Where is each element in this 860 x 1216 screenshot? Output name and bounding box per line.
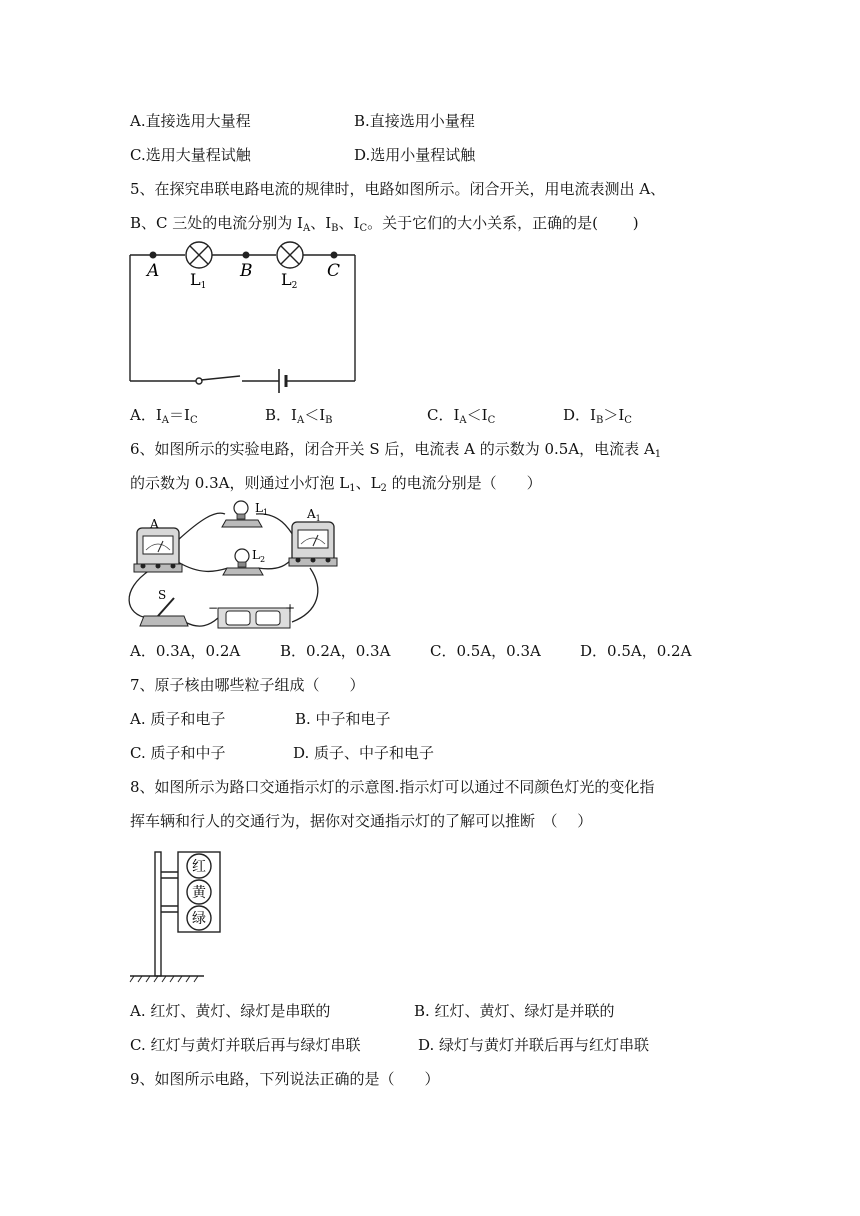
q4-option-b: B.直接选用小量程	[354, 112, 475, 130]
q4-option-a: A.直接选用大量程	[130, 112, 251, 130]
ammeter-a-label: A	[150, 517, 159, 531]
ammeter-a1-label: $A_1$	[307, 507, 321, 523]
lamp-l2-label: L2	[281, 270, 298, 291]
bulb-l1-label: $L_1$	[255, 501, 269, 517]
q6-option-c: C．0.5A，0.3A	[430, 642, 541, 660]
q4-option-d: D.选用小量程试触	[354, 146, 476, 164]
q4-option-c: C.选用大量程试触	[130, 146, 251, 164]
q6-stem-line1: 6、如图所示的实验电路，闭合开关 S 后，电流表 A 的示数为 0.5A，电流表 $A_1$	[130, 440, 662, 460]
q8-option-c: C. 红灯与黄灯并联后再与绿灯串联	[130, 1036, 361, 1054]
battery-minus-label: −	[208, 601, 219, 615]
q5-option-c: C．$I_A<I_C$	[427, 406, 496, 426]
q7-option-b: B. 中子和电子	[295, 710, 391, 728]
point-c-label: C	[327, 261, 341, 281]
q6-option-d: D．0.5A，0.2A	[580, 642, 692, 660]
green-light-label: 绿	[192, 911, 206, 927]
switch-s-label: S	[158, 588, 167, 602]
point-a-label: A	[147, 261, 160, 281]
q6-stem-line2: 的示数为 0.3A，则通过小灯泡 $L_1$、$L_2$ 的电流分别是（ ）	[130, 474, 542, 494]
q5-stem-line1: 5、在探究串联电路电流的规律时，电路如图所示。闭合开关，用电流表测出 A、	[130, 180, 666, 198]
q5-stem-line2: B、C 三处的电流分别为 $I_A$、$I_B$、$I_C$。关于它们的大小关系，正确的是( )	[130, 214, 639, 234]
q9-stem: 9、如图所示电路，下列说法正确的是（ ）	[130, 1070, 440, 1088]
q8-option-d: D. 绿灯与黄灯并联后再与红灯串联	[418, 1036, 650, 1054]
bulb-l2-label: $L_2$	[252, 548, 266, 564]
q7-option-d: D. 质子、中子和电子	[293, 744, 435, 762]
q5-option-d: D．$I_B>I_C$	[563, 406, 632, 426]
red-light-label: 红	[192, 859, 206, 875]
q7-option-a: A. 质子和电子	[130, 710, 226, 728]
battery-plus-label: +	[285, 601, 296, 615]
lamp-l1-label: L1	[190, 270, 207, 291]
q8-stem-line1: 8、如图所示为路口交通指示灯的示意图.指示灯可以通过不同颜色灯光的变化指	[130, 778, 655, 796]
q8-stem-line2: 挥车辆和行人的交通行为，据你对交通指示灯的了解可以推断 （ ）	[130, 812, 593, 830]
q5-option-b: B．$I_A<I_B$	[265, 406, 333, 426]
q5-option-a: A．$I_A=I_C$	[130, 406, 198, 426]
q6-option-b: B．0.2A，0.3A	[280, 642, 391, 660]
q7-option-c: C. 质子和中子	[130, 744, 226, 762]
yellow-light-label: 黄	[192, 885, 206, 901]
point-b-label: B	[240, 261, 253, 281]
q6-option-a: A．0.3A，0.2A	[130, 642, 241, 660]
q7-stem: 7、原子核由哪些粒子组成（ ）	[130, 676, 365, 694]
q8-option-b: B. 红灯、黄灯、绿灯是并联的	[414, 1002, 615, 1020]
q8-option-a: A. 红灯、黄灯、绿灯是串联的	[130, 1002, 331, 1020]
